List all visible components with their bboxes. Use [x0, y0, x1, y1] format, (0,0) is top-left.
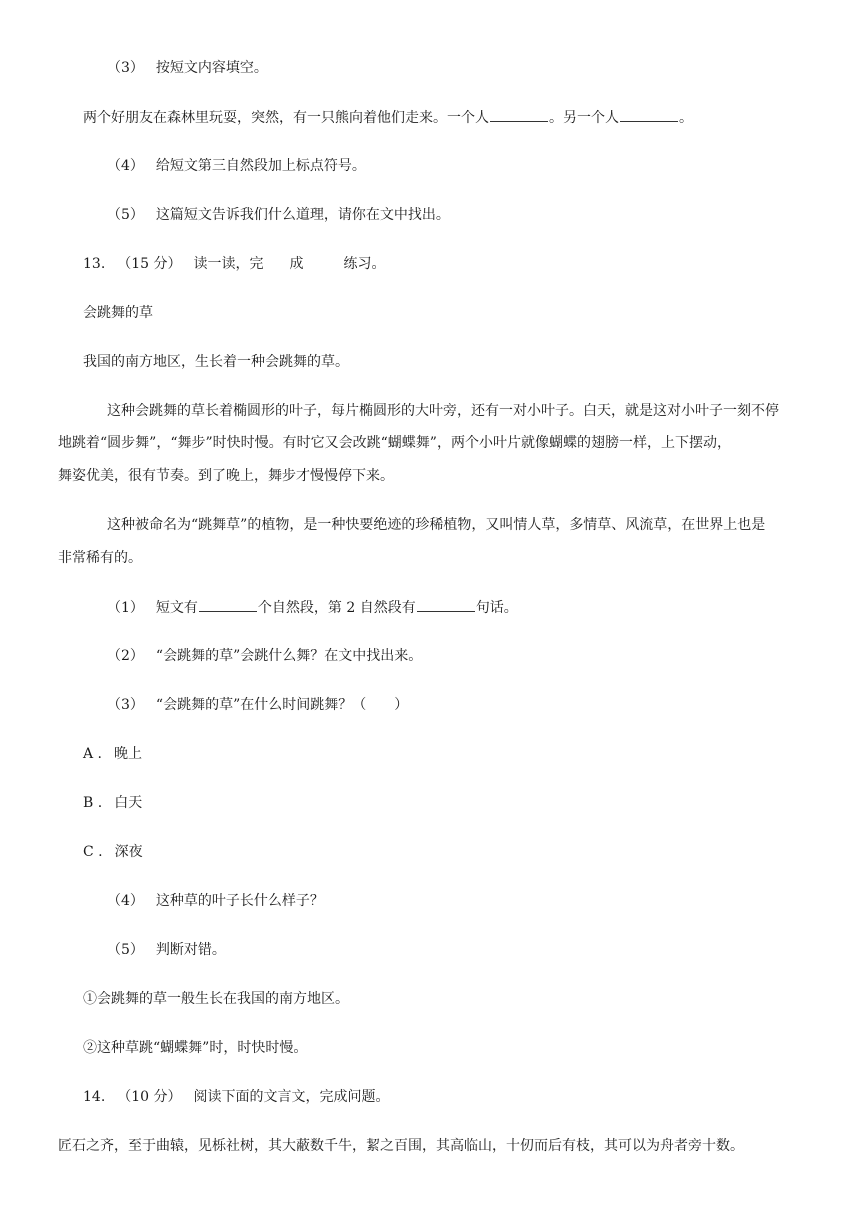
q12-sub4-text: 给短文第三自然段加上标点符号。 — [155, 158, 366, 174]
q13-sub1 — [107, 597, 518, 618]
q13-sub1-c: 句话。 — [475, 600, 518, 616]
passage-title: 会跳舞的草 — [83, 305, 153, 321]
q12-fill-part3: 。 — [679, 110, 693, 126]
q13-sub5 — [107, 940, 226, 960]
q12-fill-part1: 两个好朋友在森林里玩耍，突然，有一只熊向着他们走来。一个人 — [83, 110, 489, 126]
passage-para2-line1: 这种会跳舞的草长着椭圆形的叶子，每片椭圆形的大叶旁，还有一对小叶子。白天，就是这对小叶子一刻不停 — [107, 403, 779, 419]
q12-sub5-text: 这篇短文告诉我们什么道理，请你在文中找出。 — [155, 207, 450, 223]
q14-instr: 阅读下面的文言文，完成问题。 — [193, 1089, 390, 1105]
option-c-letter: C . — [83, 844, 103, 860]
q13-instr-b: 成 — [289, 256, 304, 272]
q13-sub5-label: （5） — [107, 942, 144, 958]
judge-item-2: ②这种草跳“蝴蝶舞”时，时快时慢。 — [83, 1040, 308, 1056]
passage-para1: 我国的南方地区，生长着一种会跳舞的草。 — [83, 354, 349, 370]
q12-sub4 — [107, 156, 366, 176]
passage-para3-line2: 非常稀有的。 — [58, 550, 142, 566]
q13-sub1-label: （1） — [107, 600, 144, 616]
q12-sub3-text: 按短文内容填空。 — [155, 60, 268, 76]
q13-sub2 — [107, 646, 422, 666]
option-a-text: 晚上 — [114, 746, 143, 762]
q12-sub4-label: （4） — [107, 158, 144, 174]
q13-score: （15 分） — [117, 256, 182, 272]
option-a-letter: A . — [83, 746, 103, 762]
option-b-letter: B . — [83, 795, 103, 811]
option-c[interactable] — [83, 842, 143, 862]
option-b-text: 白天 — [114, 795, 143, 811]
q13-sub4 — [107, 891, 324, 911]
answer-blank[interactable] — [199, 597, 257, 612]
option-a[interactable] — [83, 744, 142, 764]
q12-sub5-label: （5） — [107, 207, 144, 223]
q13-instr-c: 练习。 — [343, 256, 386, 272]
q13-sub2-text: “会跳舞的草”会跳什么舞？在文中找出来。 — [155, 648, 423, 664]
passage-para3-line1: 这种被命名为“跳舞草”的植物，是一种快要绝迹的珍稀植物，又叫情人草，多情草、风流草，在世界上也是 — [107, 517, 766, 533]
q14-header — [83, 1087, 390, 1107]
q13-sub3-text: “会跳舞的草”在什么时间跳舞？（ ） — [155, 697, 409, 713]
q14-score: （10 分） — [117, 1089, 182, 1105]
q13-sub5-text: 判断对错。 — [155, 942, 226, 958]
q13-instr-a: 读一读，完 — [193, 256, 264, 272]
passage-para2-line3: 舞姿优美，很有节奏。到了晚上，舞步才慢慢停下来。 — [58, 468, 394, 484]
judge-item-1: ①会跳舞的草一般生长在我国的南方地区。 — [83, 991, 349, 1007]
answer-blank[interactable] — [417, 597, 475, 612]
q13-sub3-label: （3） — [107, 697, 144, 713]
q13-sub1-b: 个自然段，第 2 自然段有 — [257, 600, 416, 616]
q13-sub1-a: 短文有 — [155, 600, 198, 616]
q12-sub3-label: （3） — [107, 60, 144, 76]
answer-blank[interactable] — [620, 107, 678, 122]
option-b[interactable] — [83, 793, 142, 813]
q14-number: 14. — [83, 1089, 106, 1105]
option-c-text: 深夜 — [114, 844, 143, 860]
q12-fill-line — [83, 107, 693, 128]
q13-header — [83, 254, 386, 274]
answer-blank[interactable] — [490, 107, 548, 122]
q13-sub2-label: （2） — [107, 648, 144, 664]
q13-number: 13. — [83, 256, 106, 272]
q12-sub5 — [107, 205, 450, 225]
q12-sub3 — [107, 58, 268, 78]
q13-sub4-label: （4） — [107, 893, 144, 909]
q13-sub4-text: 这种草的叶子长什么样子？ — [155, 893, 324, 909]
passage-para2-line2: 地跳着“圆步舞”，“舞步”时快时慢。有时它又会改跳“蝴蝶舞”，两个小叶片就像蝴蝶的翅膀一样，上下摆动， — [58, 435, 731, 451]
classical-text-line1: 匠石之齐，至于曲辕，见栎社树，其大蔽数千牛，絜之百围，其高临山，十仞而后有枝，其可以为舟者旁十数。 — [58, 1138, 744, 1154]
q13-sub3 — [107, 695, 408, 715]
q12-fill-part2: 。另一个人 — [549, 110, 619, 126]
